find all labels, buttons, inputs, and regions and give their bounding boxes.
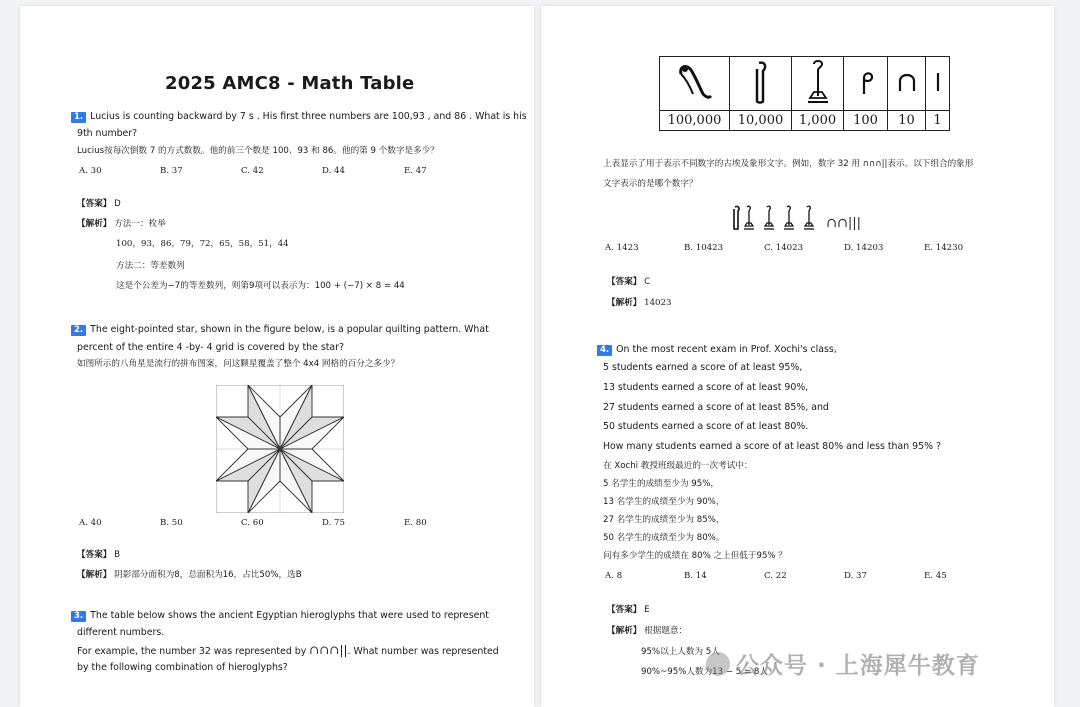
formula-text: 这是个公差为−7的等差数列，则第9项可以表示为：100 + (−7) × 8 = 44 — [116, 281, 405, 291]
q4-line-en-4: 50 students earned a score of at least 80%. — [603, 421, 809, 432]
document-page-1 — [20, 6, 534, 707]
option-a: A. 40 — [79, 518, 102, 528]
q4-line-cn-1: 5 名学生的成绩至少为 95%， — [603, 479, 719, 489]
q4-line-en-3: 27 students earned a score of at least 85%, and — [603, 402, 829, 413]
q4-question-en: How many students earned a score of at least 80% and less than 95% ? — [603, 441, 941, 452]
lotus-glyph-cell — [792, 57, 844, 111]
q4-line-en-2: 13 students earned a score of at least 90%, — [603, 382, 809, 393]
option-b: B. 50 — [160, 518, 183, 528]
q4-question-cn: 问有多少学生的成绩在 80% 之上但低于95% ？ — [603, 551, 787, 561]
option-b: B. 10423 — [684, 243, 724, 253]
question-1-cn: Lucius按每次倒数 7 的方式数数。他的前三个数是 100、93 和 86。他的第 9 个数字是多少？ — [77, 146, 439, 156]
option-d: D. 14203 — [844, 243, 884, 253]
answer-line-2: 【答案】 B — [77, 550, 121, 560]
finger-glyph-cell — [730, 57, 792, 111]
option-c: C. 42 — [241, 166, 264, 176]
method-2-label: 方法二：等差数列 — [116, 261, 185, 271]
option-a: A. 1423 — [605, 243, 639, 253]
analysis-line-4: 【解析】 根据题意： — [607, 626, 688, 636]
option-c: C. 22 — [764, 571, 787, 581]
option-b: B. 14 — [684, 571, 707, 581]
question-3-text-end: by the following combination of hieroglyphs? — [77, 662, 288, 673]
analysis-line-1: 【解析】 方法一：枚举 — [77, 219, 166, 229]
analysis-step-2: 90%~95%人数为13 − 5 = 8人 — [641, 667, 768, 677]
finger-icon — [751, 59, 771, 105]
question-number-2: 2. — [71, 325, 86, 336]
question-1-text: 1. Lucius is counting backward by 7 s . His first three numbers are 100,93 , and 86 . What is his — [71, 111, 527, 123]
table-value-100: 100 — [844, 111, 888, 131]
coil-rope-icon — [856, 68, 876, 96]
option-a: A. 8 — [605, 571, 623, 581]
analysis-line-2: 【解析】 阴影部分面积为8，总面积为16，占比50%，选B — [77, 570, 302, 580]
option-e: E. 80 — [404, 518, 427, 528]
question-number-4: 4. — [597, 345, 612, 356]
q4-line-cn-3: 27 名学生的成绩至少为 85%， — [603, 515, 725, 525]
page-title: 2025 AMC8 - Math Table — [165, 73, 415, 94]
question-3-cn-2: 文字表示的是哪个数字？ — [603, 179, 698, 189]
question-3-text: 3. The table below shows the ancient Egyptian hieroglyphs that were used to represent — [71, 610, 489, 622]
eight-pointed-star-figure — [216, 385, 344, 513]
stroke-glyph-cell — [926, 57, 950, 111]
table-value-10: 10 — [888, 111, 926, 131]
hieroglyph-inline: ∩∩∩|| — [309, 643, 348, 657]
option-a: A. 30 — [79, 166, 102, 176]
finger-and-lotus-glyphs-icon — [731, 203, 819, 231]
answer-line-1: 【答案】 D — [77, 199, 121, 209]
analysis-step-1: 95%以上人数为 5人 — [641, 647, 720, 657]
tadpole-icon — [675, 60, 715, 104]
hieroglyph-combination — [731, 203, 861, 235]
option-c: C. 60 — [241, 518, 264, 528]
q4-line-cn-4: 50 名学生的成绩至少为 80%。 — [603, 533, 725, 543]
q4-line-en-1: 5 students earned a score of at least 95%, — [603, 362, 803, 373]
analysis-line-3: 【解析】 14023 — [607, 298, 672, 308]
question-1-text-cont: 9th number? — [77, 128, 138, 139]
option-c: C. 14023 — [764, 243, 804, 253]
wechat-logo-icon — [706, 652, 730, 676]
table-value-1000: 1,000 — [792, 111, 844, 131]
hieroglyph-table — [659, 56, 950, 131]
option-e: E. 14230 — [924, 243, 964, 253]
question-2-text-cont: percent of the entire 4 -by- 4 grid is covered by the star? — [77, 342, 344, 353]
question-3-example: For example, the number 32 was represented by ∩∩∩||. What number was represented — [77, 643, 499, 657]
question-3-text-cont: different numbers. — [77, 627, 165, 638]
option-d: D. 44 — [322, 166, 345, 176]
answer-line-3: 【答案】 C — [607, 277, 651, 287]
question-3-cn-1: 上表显示了用于表示不同数字的古埃及象形文字。例如，数字 32 用 ∩∩∩||表示。以下组合的象形 — [603, 159, 974, 169]
answer-line-4: 【答案】 E — [607, 605, 650, 615]
sequence-text: 100，93，86，79，72，65，58，51，44 — [116, 239, 289, 249]
option-d: D. 75 — [322, 518, 345, 528]
q4-cn-intro: 在 Xochi 教授班级最近的一次考试中： — [603, 461, 753, 471]
coil-glyph-cell — [844, 57, 888, 111]
heel-stroke-glyphs: ∩∩||| — [826, 216, 862, 231]
table-value-100000: 100,000 — [660, 111, 730, 131]
watermark: 公众号 · 上海犀牛教育 — [706, 647, 980, 680]
option-d: D. 37 — [844, 571, 867, 581]
question-2-text: 2. The eight-pointed star, shown in the figure below, is a popular quilting pattern. What — [71, 324, 489, 336]
document-page-2 — [541, 6, 1054, 707]
table-value-10000: 10,000 — [730, 111, 792, 131]
lotus-icon — [806, 58, 830, 106]
question-4-text: 4. On the most recent exam in Prof. Xochi's class, — [597, 344, 837, 356]
table-value-1: 1 — [926, 111, 950, 131]
q4-line-cn-2: 13 名学生的成绩至少为 90%， — [603, 497, 725, 507]
lotus-lily-glyph — [660, 57, 730, 111]
question-2-cn: 如图所示的八角星是流行的拼布图案，问这颗星覆盖了整个 4x4 网格的百分之多少？ — [77, 359, 400, 369]
stroke-icon — [934, 71, 942, 93]
question-number-3: 3. — [71, 611, 86, 622]
option-e: E. 45 — [924, 571, 947, 581]
heel-glyph-cell — [888, 57, 926, 111]
option-e: E. 47 — [404, 166, 427, 176]
option-b: B. 37 — [160, 166, 183, 176]
heel-bone-icon — [897, 71, 917, 93]
question-number-1: 1. — [71, 112, 86, 123]
